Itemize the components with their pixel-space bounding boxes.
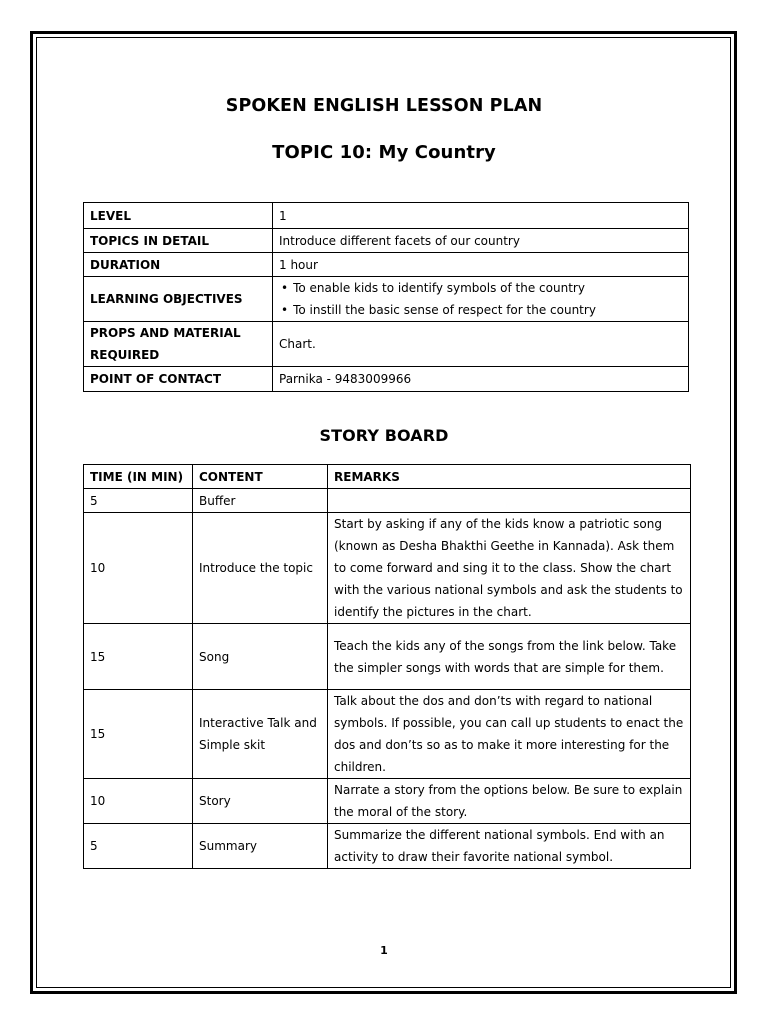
props-label-line1: PROPS AND MATERIAL <box>90 326 241 340</box>
topics-in-detail-label: TOPICS IN DETAIL <box>84 229 273 253</box>
time-cell: 5 <box>84 489 193 513</box>
page-number: 1 <box>380 944 388 957</box>
remarks-cell: Talk about the dos and don’ts with regard to national symbols. If possible, you can call up students to enact the dos and don’ts so as to make it more interesting for the children. <box>328 690 691 779</box>
table-header-row <box>84 465 691 489</box>
content-cell: Summary <box>193 824 328 869</box>
time-cell: 5 <box>84 824 193 869</box>
content-cell: Introduce the topic <box>193 513 328 624</box>
content-cell: Story <box>193 779 328 824</box>
props-value: Chart. <box>273 322 689 367</box>
remarks-cell <box>328 489 691 513</box>
remarks-cell: Narrate a story from the options below. Be sure to explain the moral of the story. <box>328 779 691 824</box>
remarks-cell: Summarize the different national symbols. End with an activity to draw their favorite national symbol. <box>328 824 691 869</box>
column-header: TIME (IN MIN) <box>84 465 193 489</box>
time-cell: 15 <box>84 624 193 690</box>
table-row <box>84 690 691 779</box>
time-cell: 10 <box>84 513 193 624</box>
table-row <box>84 367 689 392</box>
list-item: • To enable kids to identify symbols of the country <box>279 277 682 299</box>
time-cell: 10 <box>84 779 193 824</box>
lesson-info-table <box>83 202 689 392</box>
remarks-cell: Start by asking if any of the kids know a patriotic song (known as Desha Bhakthi Geethe in Kannada). Ask them to come forward and sing it to the class. Show the chart with the various national symbols and ask the students to identify the pictures in the chart. <box>328 513 691 624</box>
column-header: CONTENT <box>193 465 328 489</box>
topics-in-detail-value: Introduce different facets of our country <box>273 229 689 253</box>
table-row <box>84 824 691 869</box>
story-board-heading: STORY BOARD <box>319 426 449 445</box>
table-row <box>84 253 689 277</box>
contact-label: POINT OF CONTACT <box>84 367 273 392</box>
table-row <box>84 779 691 824</box>
learning-objectives-value <box>273 277 689 322</box>
content-cell: Song <box>193 624 328 690</box>
content-cell: Buffer <box>193 489 328 513</box>
story-board-table <box>83 464 691 869</box>
table-row <box>84 489 691 513</box>
objectives-list <box>279 277 682 321</box>
props-label <box>84 322 273 367</box>
document-title: SPOKEN ENGLISH LESSON PLAN <box>225 96 543 116</box>
table-row <box>84 229 689 253</box>
list-item: • To instill the basic sense of respect for the country <box>279 299 682 321</box>
table-row <box>84 203 689 229</box>
topic-title: TOPIC 10: My Country <box>272 142 496 163</box>
table-row <box>84 322 689 367</box>
learning-objectives-label: LEARNING OBJECTIVES <box>84 277 273 322</box>
column-header: REMARKS <box>328 465 691 489</box>
duration-value: 1 hour <box>273 253 689 277</box>
content-cell: Interactive Talk and Simple skit <box>193 690 328 779</box>
contact-value: Parnika - 9483009966 <box>273 367 689 392</box>
table-row <box>84 513 691 624</box>
time-cell: 15 <box>84 690 193 779</box>
table-row <box>84 277 689 322</box>
duration-label: DURATION <box>84 253 273 277</box>
level-label: LEVEL <box>84 203 273 229</box>
remarks-cell: Teach the kids any of the songs from the link below. Take the simpler songs with words that are simple for them. <box>328 624 691 690</box>
props-label-line2: REQUIRED <box>90 348 160 362</box>
table-row <box>84 624 691 690</box>
level-value: 1 <box>273 203 689 229</box>
